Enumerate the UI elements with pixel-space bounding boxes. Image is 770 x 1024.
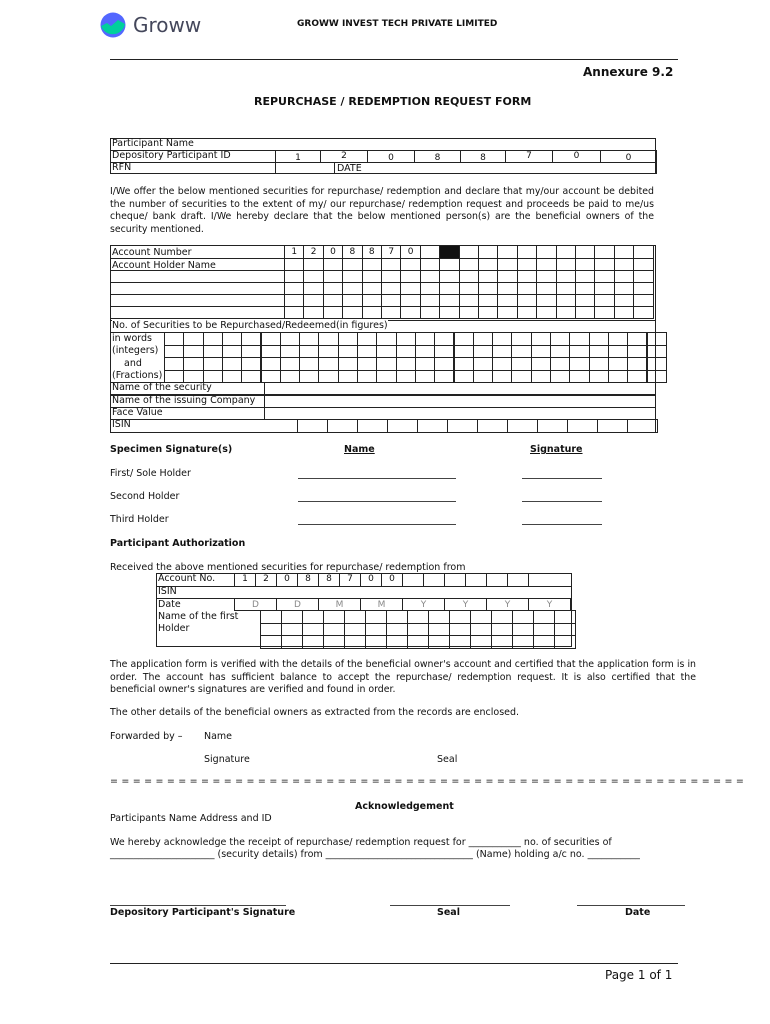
auth-holder-cell[interactable]: [554, 623, 576, 637]
isin-cell[interactable]: [357, 419, 388, 433]
auth-account-digit-cell[interactable]: 8: [297, 573, 319, 587]
dp-id-digit-cell[interactable]: 0: [552, 150, 601, 163]
signature-column-heading: Signature: [530, 444, 583, 455]
securities-word-cell[interactable]: [454, 370, 474, 384]
header-rule: [110, 59, 678, 60]
in-words-label: in words: [112, 333, 152, 344]
first-name-line[interactable]: [298, 478, 456, 479]
auth-account-digit-cell[interactable]: [465, 573, 487, 587]
account-holder-cell[interactable]: [284, 306, 304, 319]
footer-rule: [110, 963, 678, 964]
verification-text: The application form is verified with the details of the beneficial owner's account and certified that the application form is in order. The account has sufficient balance to accept the repurchase/ redemption request. It is also certified that the beneficial owner's signatures are verified and found in order.: [110, 659, 696, 695]
securities-word-cell[interactable]: [222, 332, 242, 346]
account-number-digit-cell[interactable]: 7: [381, 245, 401, 259]
securities-word-cell[interactable]: [473, 345, 493, 359]
auth-holder-cell[interactable]: [491, 623, 513, 637]
securities-word-cell[interactable]: [203, 345, 223, 359]
third-holder-label: Third Holder: [110, 514, 169, 525]
auth-holder-cell[interactable]: [260, 610, 282, 624]
auth-account-digit-cell[interactable]: 8: [318, 573, 340, 587]
securities-word-cell[interactable]: [318, 357, 338, 371]
securities-word-cell[interactable]: [357, 370, 377, 384]
date-label: DATE: [337, 163, 362, 174]
securities-word-cell[interactable]: [473, 370, 493, 384]
auth-holder-cell[interactable]: [302, 623, 324, 637]
dp-id-digit-cell[interactable]: 2: [320, 150, 368, 163]
auth-holder-cell[interactable]: [554, 610, 576, 624]
auth-holder-cell[interactable]: [323, 610, 345, 624]
first-sig-line[interactable]: [522, 478, 602, 479]
seal-label: Seal: [437, 907, 460, 918]
account-holder-cell[interactable]: [400, 306, 420, 319]
authorization-heading: Participant Authorization: [110, 538, 246, 549]
securities-word-cell[interactable]: [647, 357, 667, 371]
dp-id-digit-cell[interactable]: 8: [414, 150, 461, 163]
securities-word-cell[interactable]: [434, 345, 454, 359]
account-holder-cell[interactable]: [459, 306, 479, 319]
securities-word-cell[interactable]: [396, 370, 416, 384]
securities-word-cell[interactable]: [261, 332, 281, 346]
securities-word-cell[interactable]: [318, 345, 338, 359]
securities-word-cell[interactable]: [492, 345, 512, 359]
securities-word-cell[interactable]: [396, 357, 416, 371]
forwarded-by-label: Forwarded by –: [110, 731, 183, 742]
securities-word-cell[interactable]: [647, 332, 667, 346]
securities-word-cell[interactable]: [608, 345, 628, 359]
auth-holder-cell[interactable]: [407, 635, 429, 649]
groww-logo: [100, 12, 210, 40]
securities-word-cell[interactable]: [589, 345, 609, 359]
auth-date-cell[interactable]: D: [234, 598, 277, 611]
isin-cell[interactable]: [477, 419, 508, 433]
auth-account-digit-cell[interactable]: 0: [381, 573, 403, 587]
securities-word-cell[interactable]: [454, 332, 474, 346]
auth-holder-cell[interactable]: [449, 610, 471, 624]
securities-word-cell[interactable]: [338, 345, 358, 359]
auth-holder-cell[interactable]: [533, 623, 555, 637]
securities-word-cell[interactable]: [627, 370, 647, 384]
account-holder-label: Account Holder Name: [112, 260, 216, 271]
received-text: Received the above mentioned securities for repurchase/ redemption from: [110, 562, 466, 573]
securities-word-cell[interactable]: [473, 357, 493, 371]
securities-word-cell[interactable]: [550, 345, 570, 359]
securities-word-cell[interactable]: [511, 357, 531, 371]
other-details-text: The other details of the beneficial owners as extracted from the records are enclosed.: [110, 707, 520, 718]
isin-cell[interactable]: [567, 419, 598, 433]
account-holder-cell[interactable]: [362, 306, 382, 319]
securities-word-cell[interactable]: [396, 345, 416, 359]
account-holder-cell[interactable]: [633, 306, 653, 319]
auth-account-digit-cell[interactable]: 7: [339, 573, 361, 587]
securities-word-cell[interactable]: [203, 357, 223, 371]
securities-word-cell[interactable]: [492, 357, 512, 371]
securities-word-cell[interactable]: [531, 357, 551, 371]
account-holder-cell[interactable]: [594, 306, 614, 319]
securities-word-cell[interactable]: [434, 370, 454, 384]
securities-word-cell[interactable]: [589, 370, 609, 384]
account-number-digit-cell[interactable]: [478, 245, 498, 259]
auth-account-digit-cell[interactable]: [444, 573, 466, 587]
dp-id-digit-cell[interactable]: 1: [275, 150, 321, 163]
dp-id-digit-cell[interactable]: 8: [460, 150, 506, 163]
account-number-digit-cell[interactable]: [556, 245, 576, 259]
securities-word-cell[interactable]: [280, 332, 300, 346]
dp-id-digit-cell[interactable]: 7: [505, 150, 553, 163]
securities-word-cell[interactable]: [569, 370, 589, 384]
securities-word-cell[interactable]: [338, 370, 358, 384]
declaration-text: I/We offer the below mentioned securities for repurchase/ redemption and declare that my/our account be debited the number of securities to the extent of my/ our repurchase/ redemption request and proceeds be paid to me/us cheque/ bank draft. I/We hereby declare that the below mentioned person(s) are the beneficial owners of the security mentioned.: [110, 186, 654, 235]
account-holder-cell[interactable]: [478, 306, 498, 319]
securities-label: No. of Securities to be Repurchased/Redeemed(in figures): [112, 320, 388, 331]
auth-holder-cell[interactable]: [407, 610, 429, 624]
second-sig-line[interactable]: [522, 501, 602, 502]
security-detail-input[interactable]: [264, 382, 656, 395]
dp-id-digit-cell[interactable]: 0: [367, 150, 415, 163]
auth-holder-cell[interactable]: [386, 610, 408, 624]
ack-line-1: We hereby acknowledge the receipt of repurchase/ redemption request for ___________ no. of securities of: [110, 837, 612, 848]
securities-word-cell[interactable]: [280, 345, 300, 359]
participants-address-label: Participants Name Address and ID: [110, 813, 272, 824]
securities-word-cell[interactable]: [183, 370, 203, 384]
auth-holder-cell[interactable]: [533, 635, 555, 649]
securities-word-cell[interactable]: [241, 370, 261, 384]
isin-cell[interactable]: [297, 419, 328, 433]
company-name: GROWW INVEST TECH PRIVATE LIMITED: [297, 19, 498, 29]
auth-account-digit-cell[interactable]: [507, 573, 529, 587]
securities-word-cell[interactable]: [531, 345, 551, 359]
auth-holder-cell[interactable]: [260, 623, 282, 637]
account-number-digit-cell[interactable]: 8: [342, 245, 362, 259]
securities-word-cell[interactable]: [299, 370, 319, 384]
account-number-digit-cell[interactable]: [439, 245, 459, 259]
forwarded-signature-label: Signature: [204, 754, 250, 765]
first-holder-label: First/ Sole Holder: [110, 468, 191, 479]
securities-word-cell[interactable]: [164, 345, 184, 359]
securities-word-cell[interactable]: [299, 357, 319, 371]
isin-cell[interactable]: [387, 419, 418, 433]
auth-holder-cell[interactable]: [533, 610, 555, 624]
securities-word-cell[interactable]: [376, 345, 396, 359]
securities-word-cell[interactable]: [241, 357, 261, 371]
securities-word-cell[interactable]: [589, 332, 609, 346]
account-number-digit-cell[interactable]: [614, 245, 634, 259]
account-number-digit-cell[interactable]: [594, 245, 614, 259]
securities-word-cell[interactable]: [454, 345, 474, 359]
securities-word-cell[interactable]: [415, 332, 435, 346]
auth-holder-cell[interactable]: [512, 623, 534, 637]
auth-date-cell[interactable]: Y: [528, 598, 571, 611]
isin-cell[interactable]: [627, 419, 658, 433]
auth-holder-cell[interactable]: [302, 635, 324, 649]
dp-id-label: Depository Participant ID: [112, 150, 231, 161]
securities-word-cell[interactable]: [531, 370, 551, 384]
security-name-label: Name of the security: [112, 382, 212, 393]
account-number-digit-cell[interactable]: 2: [303, 245, 323, 259]
account-number-digit-cell[interactable]: 1: [284, 245, 304, 259]
securities-word-cell[interactable]: [627, 357, 647, 371]
auth-holder-label-2: Holder: [158, 623, 190, 634]
page-number: Page 1 of 1: [605, 968, 673, 982]
securities-word-cell[interactable]: [511, 345, 531, 359]
auth-account-digit-cell[interactable]: [486, 573, 508, 587]
securities-word-cell[interactable]: [647, 370, 667, 384]
securities-word-cell[interactable]: [299, 332, 319, 346]
account-number-digit-cell[interactable]: [420, 245, 440, 259]
auth-account-digit-cell[interactable]: 0: [360, 573, 382, 587]
auth-holder-cell[interactable]: [281, 635, 303, 649]
securities-word-cell[interactable]: [550, 357, 570, 371]
account-holder-cell[interactable]: [439, 306, 459, 319]
securities-word-cell[interactable]: [357, 357, 377, 371]
securities-word-cell[interactable]: [280, 370, 300, 384]
auth-holder-cell[interactable]: [512, 610, 534, 624]
securities-word-cell[interactable]: [492, 370, 512, 384]
securities-word-cell[interactable]: [164, 332, 184, 346]
securities-word-cell[interactable]: [569, 345, 589, 359]
isin-cell[interactable]: [537, 419, 568, 433]
account-holder-cell[interactable]: [342, 306, 362, 319]
auth-account-digit-cell[interactable]: 1: [234, 573, 256, 587]
dp-signature-label: Depository Participant's Signature: [110, 907, 296, 918]
securities-word-cell[interactable]: [241, 345, 261, 359]
auth-date-label: Date: [158, 599, 181, 610]
securities-word-cell[interactable]: [647, 345, 667, 359]
securities-word-cell[interactable]: [454, 357, 474, 371]
securities-word-cell[interactable]: [261, 357, 281, 371]
securities-word-cell[interactable]: [531, 332, 551, 346]
securities-word-cell[interactable]: [222, 370, 242, 384]
securities-word-cell[interactable]: [299, 345, 319, 359]
securities-word-cell[interactable]: [492, 332, 512, 346]
securities-word-cell[interactable]: [280, 357, 300, 371]
account-holder-cell[interactable]: [420, 306, 440, 319]
auth-date-cell[interactable]: D: [276, 598, 319, 611]
auth-holder-cell[interactable]: [470, 635, 492, 649]
and-label: and: [124, 358, 142, 369]
face-value-label: Face Value: [112, 407, 163, 418]
rfn-input[interactable]: [275, 162, 335, 174]
forwarded-seal-label: Seal: [437, 754, 458, 765]
securities-word-cell[interactable]: [261, 370, 281, 384]
securities-word-cell[interactable]: [396, 332, 416, 346]
account-holder-cell[interactable]: [497, 306, 517, 319]
account-holder-cell[interactable]: [556, 306, 576, 319]
securities-word-cell[interactable]: [183, 357, 203, 371]
account-number-digit-cell[interactable]: 0: [400, 245, 420, 259]
securities-word-cell[interactable]: [569, 332, 589, 346]
auth-holder-label-1: Name of the first: [158, 611, 239, 622]
auth-holder-cell[interactable]: [428, 610, 450, 624]
auth-holder-cell[interactable]: [470, 623, 492, 637]
auth-date-cell[interactable]: Y: [402, 598, 445, 611]
rfn-label: RFN: [112, 162, 132, 173]
auth-account-digit-cell[interactable]: 2: [255, 573, 277, 587]
groww-logo-icon: [100, 12, 126, 38]
securities-word-cell[interactable]: [241, 332, 261, 346]
auth-holder-cell[interactable]: [260, 635, 282, 649]
auth-holder-cell[interactable]: [386, 635, 408, 649]
isin-cell[interactable]: [327, 419, 358, 433]
securities-word-cell[interactable]: [608, 332, 628, 346]
second-name-line[interactable]: [298, 501, 456, 502]
account-holder-cell[interactable]: [536, 306, 556, 319]
auth-date-cell[interactable]: Y: [486, 598, 529, 611]
auth-holder-cell[interactable]: [302, 610, 324, 624]
securities-word-cell[interactable]: [376, 370, 396, 384]
account-holder-cell[interactable]: [614, 306, 634, 319]
securities-word-cell[interactable]: [608, 357, 628, 371]
auth-holder-cell[interactable]: [428, 635, 450, 649]
second-holder-label: Second Holder: [110, 491, 180, 502]
auth-account-label: Account No.: [158, 573, 216, 584]
annexure-label: Annexure 9.2: [583, 65, 674, 79]
name-column-heading: Name: [344, 444, 375, 455]
account-holder-cell[interactable]: [381, 306, 401, 319]
securities-word-cell[interactable]: [203, 332, 223, 346]
auth-holder-cell[interactable]: [323, 635, 345, 649]
securities-word-cell[interactable]: [376, 357, 396, 371]
account-number-digit-cell[interactable]: 8: [362, 245, 382, 259]
securities-word-cell[interactable]: [376, 332, 396, 346]
auth-holder-cell[interactable]: [344, 635, 366, 649]
account-number-digit-cell[interactable]: [575, 245, 595, 259]
securities-word-cell[interactable]: [222, 345, 242, 359]
auth-holder-cell[interactable]: [449, 635, 471, 649]
account-number-digit-cell[interactable]: [459, 245, 479, 259]
account-number-label: Account Number: [112, 247, 192, 258]
auth-holder-cell[interactable]: [491, 610, 513, 624]
securities-word-cell[interactable]: [608, 370, 628, 384]
isin-cell[interactable]: [507, 419, 538, 433]
auth-holder-cell[interactable]: [470, 610, 492, 624]
auth-holder-cell[interactable]: [323, 623, 345, 637]
auth-holder-cell[interactable]: [449, 623, 471, 637]
participant-name-label: Participant Name: [112, 138, 194, 149]
securities-word-cell[interactable]: [550, 332, 570, 346]
auth-holder-cell[interactable]: [386, 623, 408, 637]
auth-holder-cell[interactable]: [491, 635, 513, 649]
securities-word-cell[interactable]: [434, 332, 454, 346]
dp-id-digit-cell[interactable]: 0: [600, 150, 657, 163]
securities-word-cell[interactable]: [415, 345, 435, 359]
isin-cell[interactable]: [447, 419, 478, 433]
auth-account-digit-cell[interactable]: [423, 573, 445, 587]
account-holder-cell[interactable]: [575, 306, 595, 319]
securities-word-cell[interactable]: [357, 345, 377, 359]
account-label-cell: [110, 306, 285, 319]
securities-word-cell[interactable]: [434, 357, 454, 371]
auth-holder-cell[interactable]: [344, 610, 366, 624]
securities-word-cell[interactable]: [164, 357, 184, 371]
securities-word-cell[interactable]: [338, 332, 358, 346]
isin-label-cell: [110, 419, 298, 433]
auth-holder-cell[interactable]: [281, 623, 303, 637]
account-holder-cell[interactable]: [303, 306, 323, 319]
securities-word-cell[interactable]: [183, 332, 203, 346]
securities-word-cell[interactable]: [338, 357, 358, 371]
auth-holder-cell[interactable]: [365, 610, 387, 624]
auth-holder-cell[interactable]: [365, 623, 387, 637]
auth-date-cell[interactable]: M: [360, 598, 403, 611]
ack-line-2: ______________________ (security details) from _______________________________ (Name) holding a/c no. ___________: [110, 849, 640, 860]
securities-word-cell[interactable]: [261, 345, 281, 359]
form-title: REPURCHASE / REDEMPTION REQUEST FORM: [254, 95, 532, 108]
isin-cell[interactable]: [417, 419, 448, 433]
auth-date-cell[interactable]: M: [318, 598, 361, 611]
auth-holder-cell[interactable]: [344, 623, 366, 637]
third-sig-line[interactable]: [522, 524, 602, 525]
auth-date-cell[interactable]: Y: [444, 598, 487, 611]
integers-label: (integers): [112, 345, 159, 356]
securities-word-cell[interactable]: [589, 357, 609, 371]
date-line[interactable]: [577, 905, 685, 906]
auth-holder-cell[interactable]: [512, 635, 534, 649]
auth-account-digit-cell[interactable]: [402, 573, 424, 587]
auth-holder-cell[interactable]: [365, 635, 387, 649]
account-number-digit-cell[interactable]: [517, 245, 537, 259]
isin-label: ISIN: [112, 419, 131, 430]
auth-holder-cell[interactable]: [554, 635, 576, 649]
third-name-line[interactable]: [298, 524, 456, 525]
securities-word-cell[interactable]: [318, 370, 338, 384]
separator-line: = = = = = = = = = = = = = = = = = = = = = = = = = = = = = = = = = = = = = = = = = = = = = = = = = = = = = = = =: [110, 776, 745, 787]
date-input[interactable]: [334, 162, 657, 174]
account-number-digit-cell[interactable]: [536, 245, 556, 259]
securities-word-cell[interactable]: [357, 332, 377, 346]
auth-isin-label: ISIN: [158, 586, 177, 597]
dp-signature-line[interactable]: [110, 905, 286, 906]
seal-line[interactable]: [390, 905, 510, 906]
acknowledgement-heading: Acknowledgement: [355, 801, 454, 812]
securities-word-cell[interactable]: [511, 332, 531, 346]
fractions-label: (Fractions): [112, 370, 163, 381]
logo-text: Groww: [133, 13, 202, 37]
account-number-digit-cell[interactable]: 0: [323, 245, 343, 259]
securities-word-cell[interactable]: [627, 345, 647, 359]
securities-word-cell[interactable]: [203, 370, 223, 384]
account-holder-cell[interactable]: [323, 306, 343, 319]
account-number-digit-cell[interactable]: [633, 245, 653, 259]
auth-holder-cell[interactable]: [281, 610, 303, 624]
forwarded-name-label: Name: [204, 731, 233, 742]
securities-word-cell[interactable]: [569, 357, 589, 371]
securities-word-cell[interactable]: [183, 345, 203, 359]
securities-word-cell[interactable]: [318, 332, 338, 346]
securities-word-cell[interactable]: [415, 370, 435, 384]
account-holder-cell[interactable]: [517, 306, 537, 319]
isin-cell[interactable]: [597, 419, 628, 433]
securities-word-cell[interactable]: [222, 357, 242, 371]
specimen-heading: Specimen Signature(s): [110, 444, 233, 455]
auth-account-digit-cell[interactable]: 0: [276, 573, 298, 587]
auth-holder-cell[interactable]: [428, 623, 450, 637]
issuing-company-label: Name of the issuing Company: [112, 395, 256, 406]
ack-date-label: Date: [625, 907, 651, 918]
securities-word-cell[interactable]: [511, 370, 531, 384]
securities-word-cell[interactable]: [164, 370, 184, 384]
auth-holder-cell[interactable]: [407, 623, 429, 637]
account-number-digit-cell[interactable]: [497, 245, 517, 259]
securities-word-cell[interactable]: [627, 332, 647, 346]
securities-word-cell[interactable]: [550, 370, 570, 384]
securities-word-cell[interactable]: [415, 357, 435, 371]
securities-word-cell[interactable]: [473, 332, 493, 346]
